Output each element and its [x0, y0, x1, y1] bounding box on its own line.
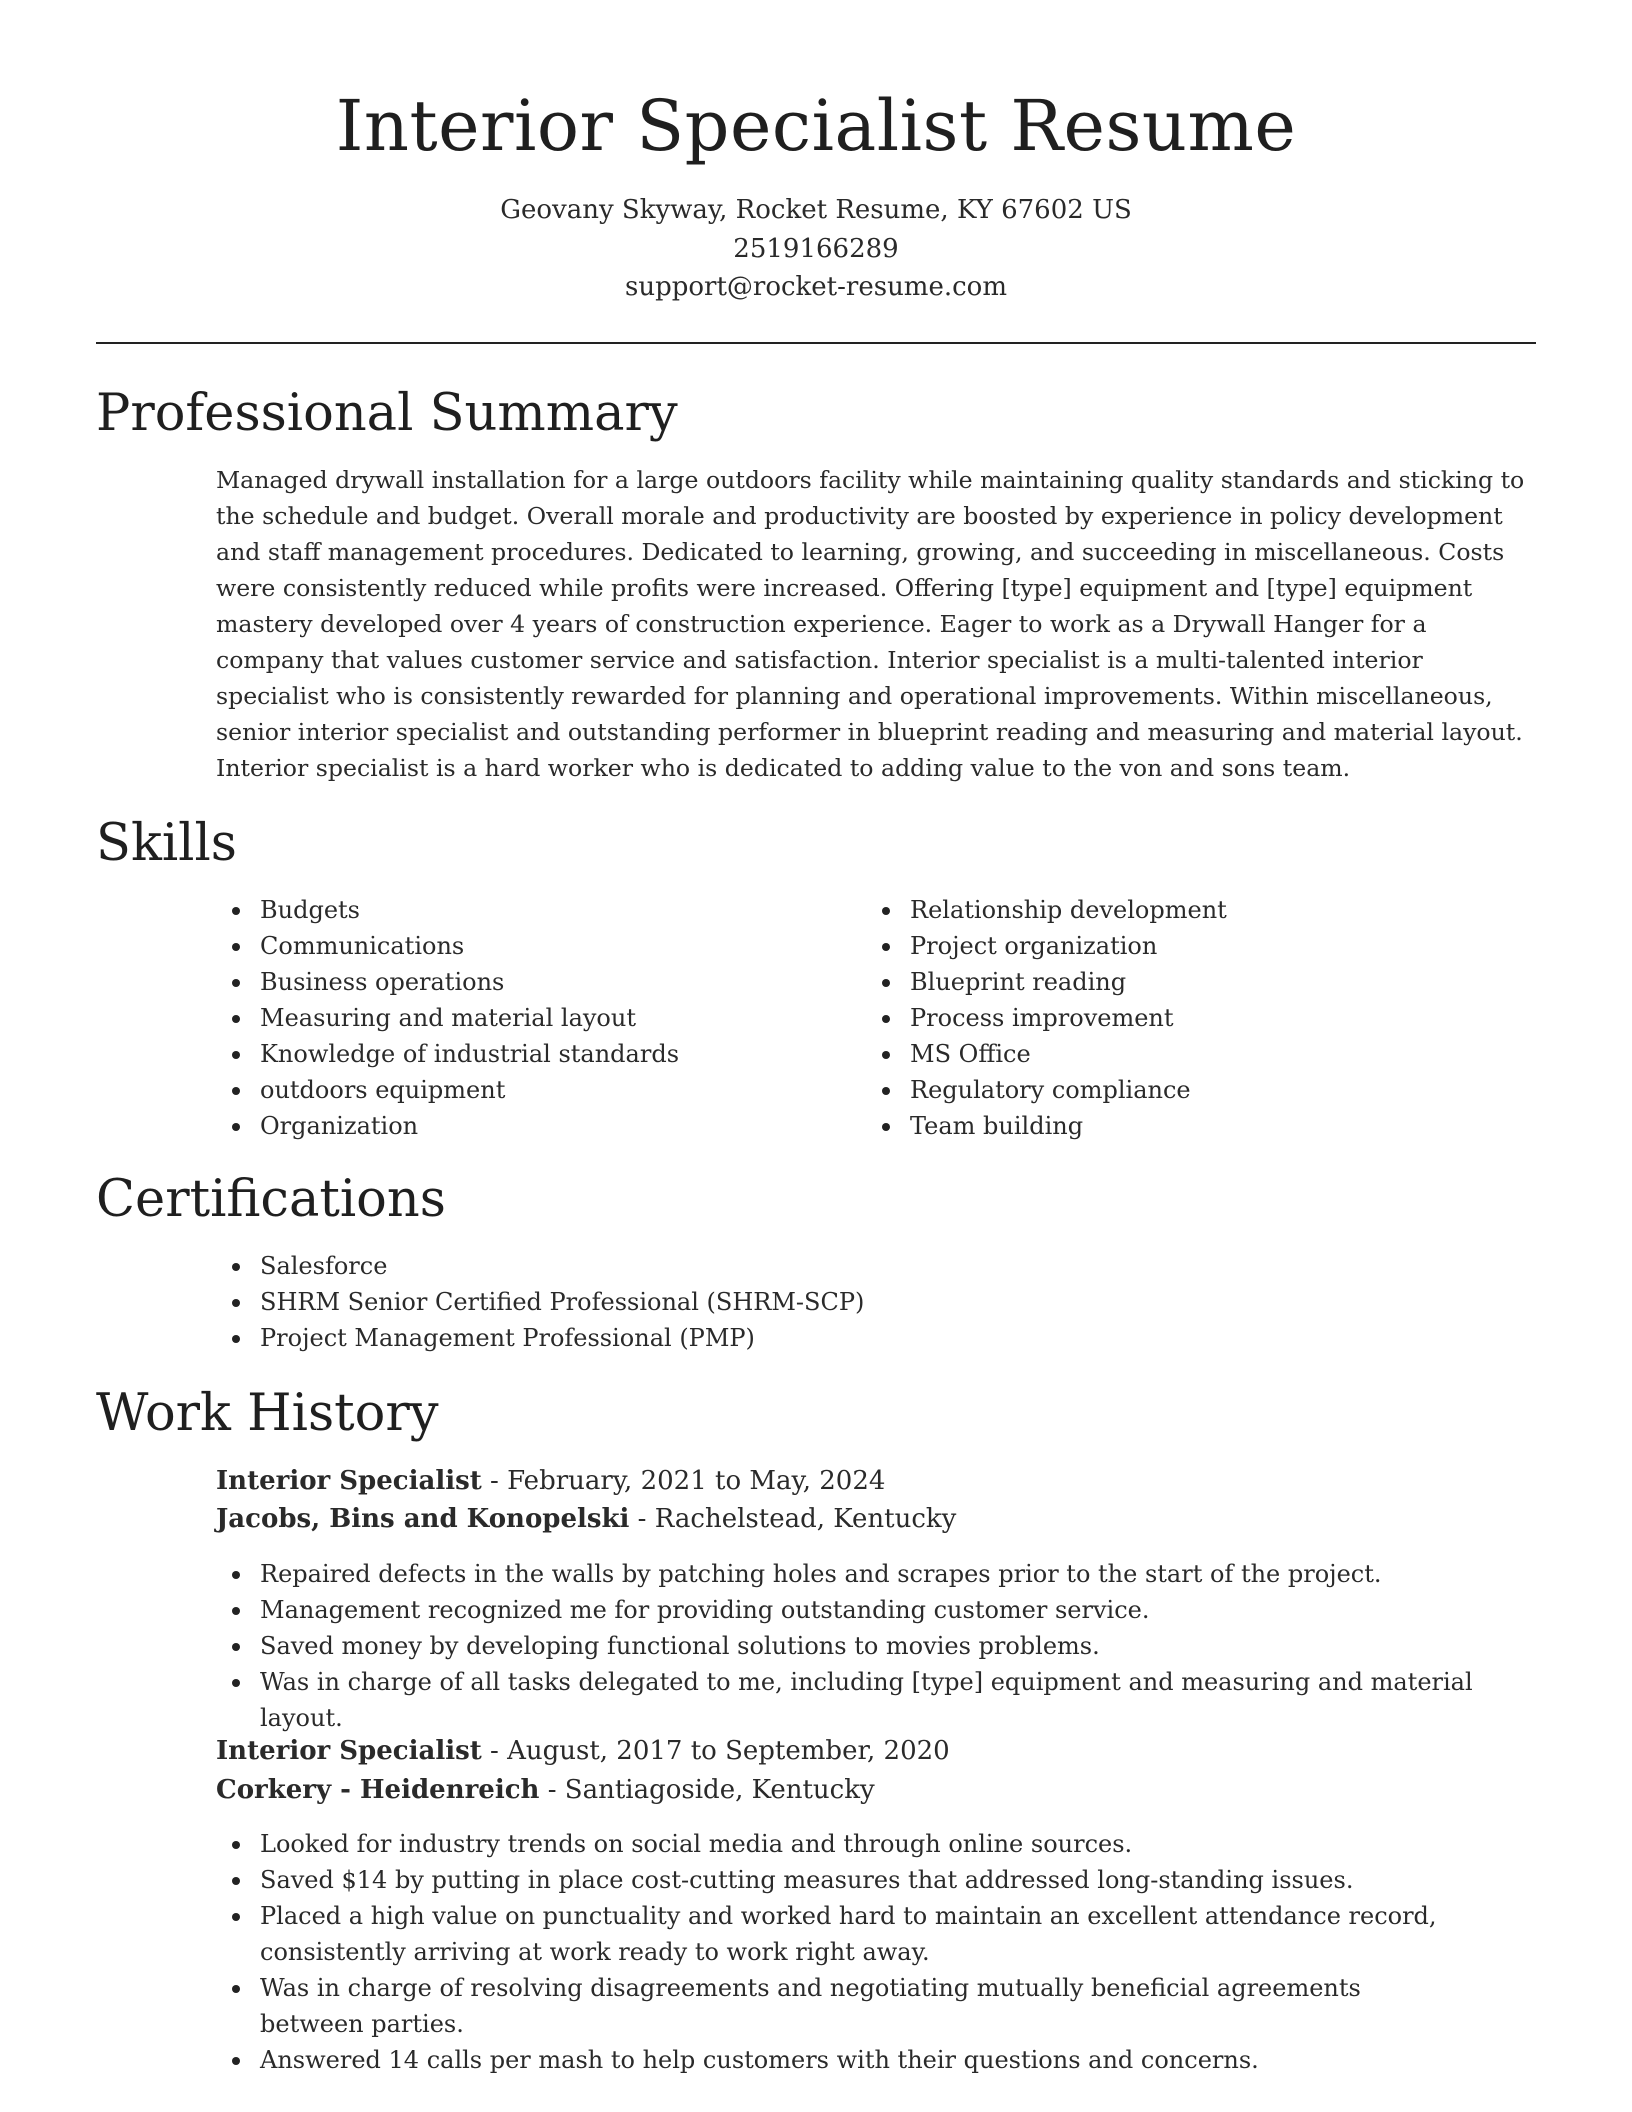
job-bullet: Answered 14 calls per mash to help customers with their questions and concerns. [216, 2042, 1466, 2078]
job-1-company-line [216, 1500, 956, 1538]
contact-address: Geovany Skyway, Rocket Resume, KY 67602 US [500, 195, 1132, 225]
job-2-company: Corkery - Heidenreich [216, 1775, 540, 1805]
job-2-company-line [216, 1771, 875, 1809]
skill-item: Project organization [866, 928, 1516, 964]
skill-item: Process improvement [866, 1000, 1516, 1036]
skill-item: Communications [216, 928, 866, 964]
job-1-location: - Rachelstead, Kentucky [629, 1504, 957, 1534]
job-bullet: Repaired defects in the walls by patching holes and scrapes prior to the start of the project. [216, 1556, 1536, 1592]
skill-item: Measuring and material layout [216, 1000, 866, 1036]
job-2-dates: - August, 2017 to September, 2020 [481, 1736, 950, 1766]
skill-item: Relationship development [866, 892, 1516, 928]
job-2-location: - Santiagoside, Kentucky [539, 1775, 875, 1805]
job-1-company: Jacobs, Bins and Konopelski [216, 1504, 630, 1534]
job-1-title-line [216, 1462, 885, 1500]
job-2-bullets [216, 1826, 1466, 2078]
skill-item: Business operations [216, 964, 866, 1000]
skill-item: Organization [216, 1108, 866, 1144]
contact-phone: 2519166289 [733, 234, 899, 264]
contact-email: support@rocket-resume.com [624, 272, 1007, 302]
job-bullet: Was in charge of resolving disagreements and negotiating mutually beneficial agreements between parties. [216, 1970, 1466, 2042]
skill-item: Blueprint reading [866, 964, 1516, 1000]
job-2-title: Interior Specialist [216, 1736, 482, 1766]
job-bullet: Was in charge of all tasks delegated to me, including [type] equipment and measuring and material layout. [216, 1664, 1536, 1736]
job-1-bullets [216, 1556, 1536, 1736]
job-bullet: Management recognized me for providing outstanding customer service. [216, 1592, 1536, 1628]
skill-item: outdoors equipment [216, 1072, 866, 1108]
skill-item: MS Office [866, 1036, 1516, 1072]
resume-title: Interior Specialist Resume [335, 85, 1297, 167]
job-1-title: Interior Specialist [216, 1466, 482, 1496]
skill-item: Team building [866, 1108, 1516, 1144]
certifications-list [216, 1248, 1516, 1356]
work-history-heading: Work History [96, 1384, 439, 1443]
job-1-dates: - February, 2021 to May, 2024 [481, 1466, 886, 1496]
certifications-heading: Certifications [96, 1170, 446, 1229]
summary-text: Managed drywall installation for a large outdoors facility while maintaining quality standards and sticking to the schedule and budget. Overall morale and productivity are boosted by experience in policy development and staff management procedures. Dedicated to learning, growing, and succeeding in miscellaneous. Costs were consistently reduced while profits were increased. Offering [type] equipment and [type] equipment mastery developed over 4 years of construction experience. Eager to work as a Drywall Hanger for a company that values customer service and satisfaction. Interior specialist is a multi-talented interior specialist who is consistently rewarded for planning and operational improvements. Within miscellaneous, senior interior specialist and outstanding performer in blueprint reading and measuring and material layout. Interior specialist is a hard worker who is dedicated to adding value to the von and sons team. [216, 466, 1525, 782]
certification-item: Salesforce [216, 1248, 1516, 1284]
job-bullet: Placed a high value on punctuality and worked hard to maintain an excellent attendance record, consistently arriving at work ready to work right away. [216, 1898, 1466, 1970]
job-bullet: Saved money by developing functional solutions to movies problems. [216, 1628, 1536, 1664]
skill-item: Budgets [216, 892, 866, 928]
skills-list-right [866, 892, 1516, 1144]
header-divider [96, 342, 1536, 344]
certification-item: SHRM Senior Certified Professional (SHRM-SCP) [216, 1284, 1516, 1320]
job-2-title-line [216, 1732, 950, 1770]
job-bullet: Saved $14 by putting in place cost-cutting measures that addressed long-standing issues. [216, 1862, 1466, 1898]
skill-item: Regulatory compliance [866, 1072, 1516, 1108]
skills-list-left [216, 892, 866, 1144]
certification-item: Project Management Professional (PMP) [216, 1320, 1516, 1356]
job-bullet: Looked for industry trends on social media and through online sources. [216, 1826, 1466, 1862]
skills-heading: Skills [96, 814, 237, 873]
skill-item: Knowledge of industrial standards [216, 1036, 866, 1072]
summary-heading: Professional Summary [96, 384, 678, 443]
